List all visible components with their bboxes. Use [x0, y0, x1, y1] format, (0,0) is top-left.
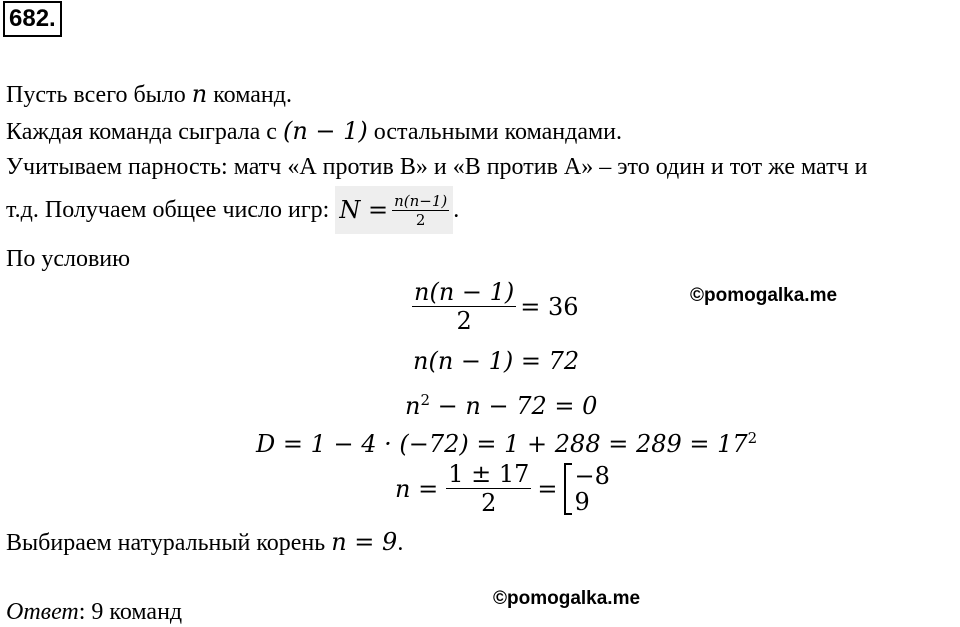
equation-5: [395, 460, 610, 517]
equation-1-numerator: n(n − 1): [414, 278, 515, 306]
line-2-text-b: остальными командами.: [367, 119, 623, 145]
exponent: 2: [747, 429, 758, 447]
problem-number: 682.: [3, 1, 62, 37]
equation-2: n(n − 1) = 72: [413, 347, 580, 375]
line-1: [6, 80, 292, 109]
variable-n: n: [191, 80, 208, 108]
watermark: ©pomogalka.me: [493, 588, 641, 609]
equation-5-fraction: [446, 460, 531, 517]
games-formula-numerator: n(n−1): [394, 191, 448, 210]
discriminant-expression: D = 1 − 4 · (−72) = 1 + 288 = 289 = 17: [256, 430, 748, 458]
conclusion-end: .: [397, 530, 404, 556]
line-2: [6, 117, 622, 146]
answer-label: Ответ: [6, 599, 79, 625]
root-2: 9: [574, 487, 590, 516]
conclusion: [6, 528, 403, 557]
conclusion-expression: n = 9: [331, 528, 398, 556]
games-formula-fraction: [392, 192, 449, 229]
equation-3-n: n: [405, 392, 421, 420]
equation-4: [256, 424, 757, 458]
line-3: Учитываем парность: матч «А против В» и «В против А» – это один и тот же матч и: [6, 154, 868, 180]
line-4: [6, 186, 459, 234]
games-formula-lhs: N =: [339, 196, 389, 224]
bracket: [564, 463, 572, 515]
exponent: 2: [420, 391, 431, 409]
roots-bracket: [564, 463, 610, 515]
equation-1-denominator: 2: [456, 307, 472, 335]
conclusion-text: Выбираем натуральный корень: [6, 530, 332, 556]
equation-3-rest: − n − 72 = 0: [430, 392, 598, 420]
games-formula-denominator: 2: [415, 210, 426, 229]
line-4-text: т.д. Получаем общее число игр:: [6, 197, 336, 223]
equation-3: [405, 386, 597, 420]
equation-5-equals: =: [537, 474, 558, 503]
answer: [6, 598, 182, 626]
line-1-text-a: Пусть всего было: [6, 82, 186, 108]
line-2-text-a: Каждая команда сыграла с: [6, 119, 283, 145]
line-5: По условию: [6, 246, 131, 272]
games-formula: [335, 186, 453, 234]
line-1-text-b: команд.: [213, 82, 292, 108]
equation-5-numerator: 1 ± 17: [448, 460, 530, 488]
answer-text: : 9 команд: [78, 599, 183, 625]
watermark: ©pomogalka.me: [690, 285, 838, 306]
root-1: −8: [574, 461, 610, 490]
line-2-expression: (n − 1): [282, 117, 368, 145]
equation-1-rhs: = 36: [520, 292, 579, 321]
equation-5-denominator: 2: [481, 489, 497, 517]
equation-1-fraction: [412, 278, 516, 335]
equation-5-lhs: n =: [395, 474, 439, 503]
equation-1: [412, 278, 579, 335]
line-4-end: .: [453, 197, 460, 223]
